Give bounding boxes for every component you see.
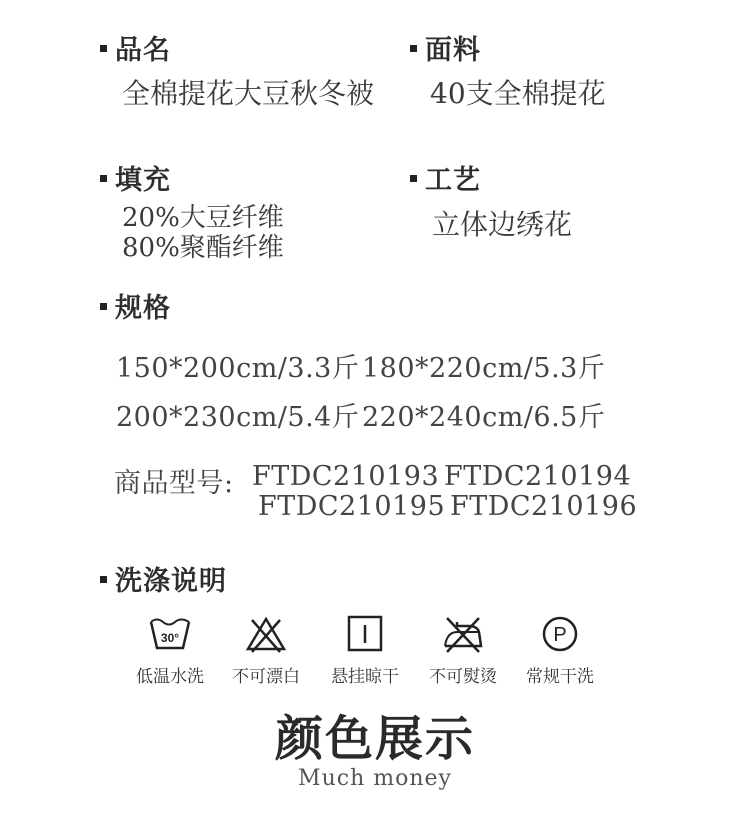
model-code: FTDC210195 — [258, 491, 446, 522]
care-heading: 洗涤说明 — [100, 559, 227, 598]
care-item — [320, 614, 410, 687]
name-heading: 品名 — [100, 28, 171, 67]
filling-value — [122, 203, 284, 263]
dry-clean-icon — [538, 614, 582, 654]
bullet-icon — [410, 175, 417, 182]
model-code: FTDC210194 — [444, 461, 632, 492]
care-item — [515, 614, 605, 687]
no-iron-icon — [441, 614, 485, 654]
section-subtitle: Much money — [298, 766, 452, 791]
care-item — [418, 614, 508, 687]
no-bleach-icon — [244, 614, 288, 654]
fabric-value: 40支全棉提花 — [430, 77, 606, 110]
care-label: 不可熨烫 — [429, 667, 497, 687]
size-item: 200*230cm/5.4斤 — [116, 402, 360, 433]
section-title: 颜色展示 — [274, 711, 475, 767]
care-label: 低温水洗 — [136, 667, 204, 687]
care-label: 不可漂白 — [232, 667, 300, 687]
size-item: 220*240cm/6.5斤 — [362, 402, 606, 433]
bullet-icon — [410, 45, 417, 52]
svg-text:P: P — [553, 624, 567, 646]
hang-dry-icon — [343, 614, 387, 654]
filling-line: 20%大豆纤维 — [122, 203, 284, 233]
size-heading: 规格 — [100, 286, 171, 325]
size-item: 180*220cm/5.3斤 — [362, 353, 606, 384]
craft-value: 立体边绣花 — [432, 208, 573, 241]
care-item — [221, 614, 311, 687]
svg-text:30°: 30° — [160, 631, 180, 645]
size-item: 150*200cm/3.3斤 — [116, 353, 360, 384]
model-label: 商品型号: — [114, 468, 234, 499]
fabric-heading: 面料 — [410, 28, 481, 67]
filling-line: 80%聚酯纤维 — [122, 233, 284, 263]
name-value: 全棉提花大豆秋冬被 — [122, 77, 375, 110]
bullet-icon — [100, 45, 107, 52]
filling-heading: 填充 — [100, 158, 171, 197]
bullet-icon — [100, 576, 107, 583]
care-label: 悬挂晾干 — [331, 667, 399, 687]
wash-30-icon — [148, 614, 192, 654]
care-item — [125, 614, 215, 687]
model-code: FTDC210193 — [252, 461, 440, 492]
care-label: 常规干洗 — [526, 667, 594, 687]
bullet-icon — [100, 175, 107, 182]
model-code: FTDC210196 — [450, 491, 638, 522]
craft-heading: 工艺 — [410, 158, 481, 197]
bullet-icon — [100, 303, 107, 310]
